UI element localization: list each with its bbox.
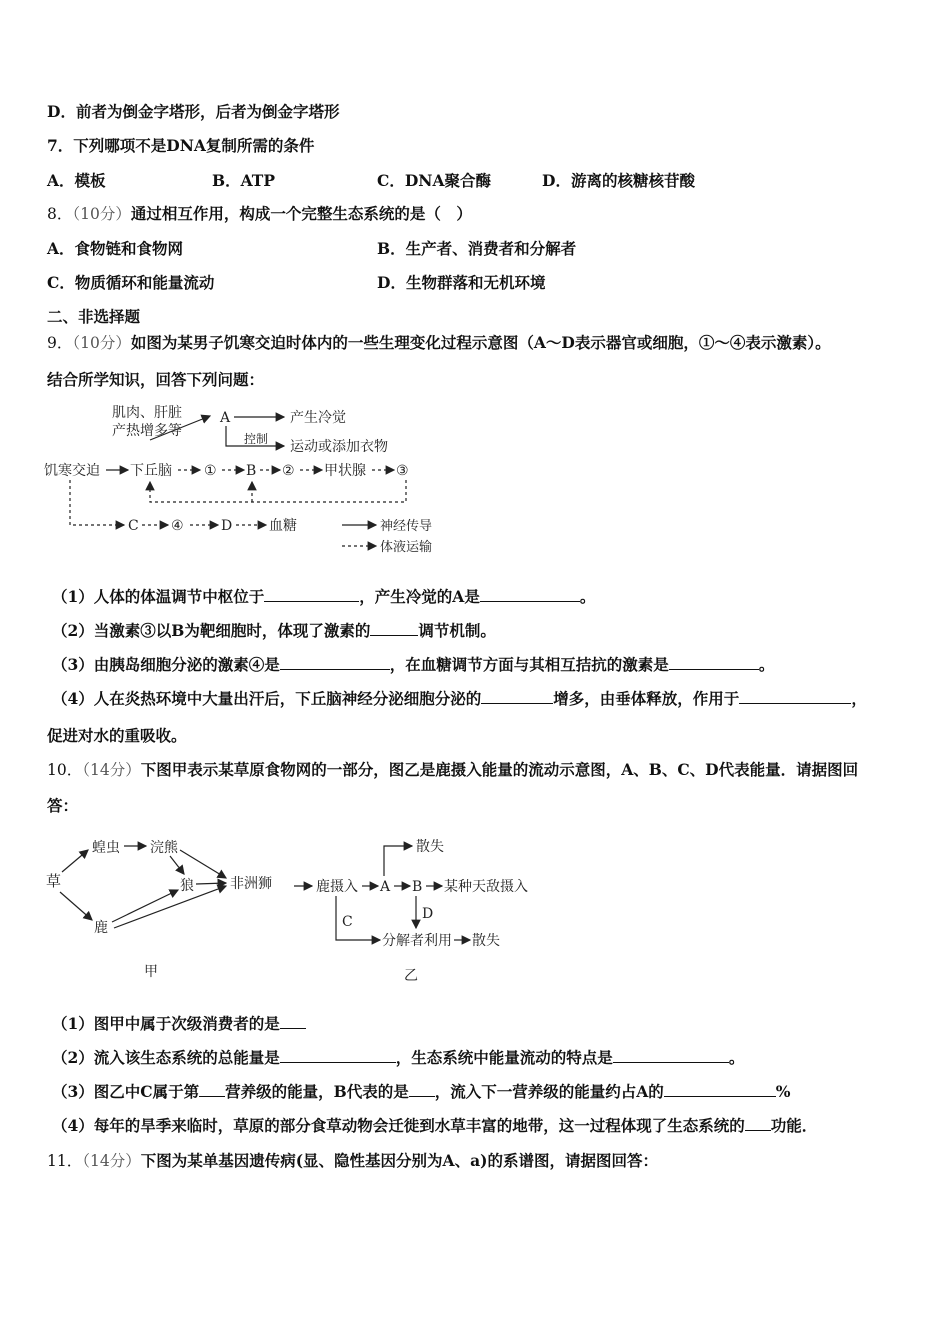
fig9-hypothalamus: 下丘脑 — [130, 463, 172, 479]
q9-stem2: 结合所学知识，回答下列问题： — [47, 370, 265, 389]
q8-score: （10分） — [72, 205, 131, 223]
fig-a-deer: 鹿 — [94, 920, 108, 936]
fig-b-intake: 鹿摄入 — [316, 879, 358, 895]
q7-option-c: C．DNA聚合酶 — [377, 171, 491, 190]
fig-b-decomposer: 分解者利用 — [382, 933, 452, 949]
q10-sub2: （2）流入该生态系统的总能量是 ，生态系统中能量流动的特点是 。 — [52, 1048, 745, 1067]
fig-b-c: C — [342, 914, 353, 930]
q9-number: 9． — [47, 334, 73, 352]
q7-option-b: B．ATP — [212, 171, 275, 190]
q9-sub4: （4）人在炎热环境中大量出汗后，下丘脑神经分泌细胞分泌的 增多，由垂体释放，作用于 ， — [52, 689, 867, 708]
q9-blank-7[interactable] — [739, 689, 851, 704]
q10-blank-7[interactable] — [745, 1116, 771, 1131]
q9-blank-4[interactable] — [280, 655, 390, 670]
fig-a-locust: 蝗虫 — [92, 840, 120, 856]
q9-blank-2[interactable] — [480, 587, 580, 602]
fig9-muscle-line2: 产热增多等 — [112, 423, 182, 439]
fig9-hormone-1: ① — [204, 463, 217, 479]
q10-score: （14分） — [82, 761, 141, 779]
q8-option-c: C．物质循环和能量流动 — [47, 273, 215, 292]
q10-sub1: （1）图甲中属于次级消费者的是 — [52, 1014, 306, 1034]
q9-sub2: （2）当激素③以B为靶细胞时，体现了激素的 调节机制。 — [52, 621, 496, 640]
fig9-hormone-3: ③ — [396, 463, 409, 479]
q8-number: 8． — [47, 205, 73, 223]
q9-sub3: （3）由胰岛细胞分泌的激素④是 ，在血糖调节方面与其相互拮抗的激素是 。 — [52, 655, 775, 674]
q10-blank-6[interactable] — [664, 1082, 776, 1097]
q9-stem1: 如图为某男子饥寒交迫时体内的一些生理变化过程示意图（A～D表示器官或细胞，①～④表示激素）。 — [130, 333, 831, 352]
q6-option-d: D．前者为倒金字塔形，后者为倒金字塔形 — [47, 102, 340, 121]
q9-sub4-cont: 促进对水的重吸收。 — [47, 726, 187, 745]
fig9-node-a: A — [220, 410, 231, 426]
q10-stem2: 答： — [47, 796, 79, 815]
fig9-blood-sugar: 血糖 — [269, 518, 297, 534]
fig9-hormone-2: ② — [282, 463, 295, 479]
q9-blank-1[interactable] — [264, 587, 359, 602]
fig-b-a: A — [380, 879, 391, 895]
q10-blank-2[interactable] — [280, 1048, 396, 1063]
q7-option-a: A．模板 — [47, 171, 106, 190]
fig9-node-c: C — [128, 518, 139, 534]
q9-blank-6[interactable] — [481, 689, 553, 704]
q8-option-b: B．生产者、消费者和分解者 — [377, 239, 577, 258]
fig9-node-b: B — [246, 463, 257, 479]
fig-a-lion: 非洲狮 — [230, 876, 272, 892]
q7-stem: 7．下列哪项不是DNA复制所需的条件 — [47, 136, 315, 155]
q10-food-web — [40, 828, 290, 988]
q8-option-a: A．食物链和食物网 — [47, 239, 184, 258]
q11-stem-line — [47, 1151, 658, 1171]
q10-number: 10． — [47, 761, 83, 779]
fig9-cold: 产生冷觉 — [290, 410, 346, 426]
fig9-hormone-4: ④ — [171, 518, 184, 534]
q9-stem-line — [47, 333, 831, 353]
fig-b-loss1: 散失 — [416, 839, 444, 855]
q10-blank-3[interactable] — [613, 1048, 729, 1063]
fig9-legend-nerve: 神经传导 — [380, 519, 433, 534]
fig9-control: 控制 — [244, 432, 269, 446]
fig-b-b: B — [412, 879, 423, 895]
fig-b-d: D — [422, 906, 434, 922]
q11-score: （14分） — [82, 1152, 141, 1170]
fig-a-raccoon: 浣熊 — [150, 840, 178, 856]
q8-option-d: D．生物群落和无机环境 — [377, 273, 546, 292]
fig9-node-d: D — [221, 518, 233, 534]
fig-a-grass: 草 — [46, 872, 62, 890]
fig-b-loss2: 散失 — [472, 933, 500, 949]
q10-stem-line — [47, 760, 858, 780]
fig-b-label: 乙 — [404, 968, 418, 984]
q10-blank-5[interactable] — [409, 1082, 435, 1097]
q9-blank-5[interactable] — [669, 655, 759, 670]
q10-stem1: 下图甲表示某草原食物网的一部分，图乙是鹿摄入能量的流动示意图，A、B、C、D代表能量．请据图回 — [140, 760, 859, 779]
q10-blank-4[interactable] — [199, 1082, 225, 1097]
q9-score: （10分） — [72, 334, 131, 352]
fig-a-wolf: 狼 — [180, 878, 194, 894]
q9-blank-3[interactable] — [370, 621, 418, 636]
section-title: 二、非选择题 — [47, 307, 141, 326]
q9-diagram — [40, 400, 460, 560]
q10-sub3: （3）图乙中C属于第 营养级的能量，B代表的是 ，流入下一营养级的能量约占A的 % — [52, 1082, 791, 1101]
q11-stem: 下图为某单基因遗传病(显、隐性基因分别为A、a)的系谱图，请据图回答： — [140, 1151, 658, 1170]
q7-option-d: D．游离的核糖核苷酸 — [542, 171, 695, 190]
q8-stem-line — [47, 204, 472, 224]
fig9-motion: 运动或添加衣物 — [290, 439, 388, 455]
q11-number: 11． — [47, 1152, 83, 1170]
fig9-muscle-line1: 肌肉、肝脏 — [112, 405, 182, 421]
fig9-hunger: 饥寒交迫 — [44, 463, 100, 479]
q10-energy-flow — [292, 828, 532, 988]
fig-b-enemy: 某种天敌摄入 — [444, 879, 528, 895]
fig-a-label: 甲 — [144, 964, 158, 980]
fig9-thyroid: 甲状腺 — [324, 463, 366, 479]
fig9-legend-fluid: 体液运输 — [380, 540, 433, 555]
q10-sub4: （4）每年的旱季来临时，草原的部分食草动物会迁徙到水草丰富的地带，这一过程体现了生态系统的 功能． — [52, 1116, 818, 1135]
q8-stem: 通过相互作用，构成一个完整生态系统的是（ ） — [130, 204, 472, 223]
q9-sub1: （1）人体的体温调节中枢位于 ，产生冷觉的A是 。 — [52, 587, 596, 606]
q10-blank-1[interactable] — [280, 1014, 306, 1029]
